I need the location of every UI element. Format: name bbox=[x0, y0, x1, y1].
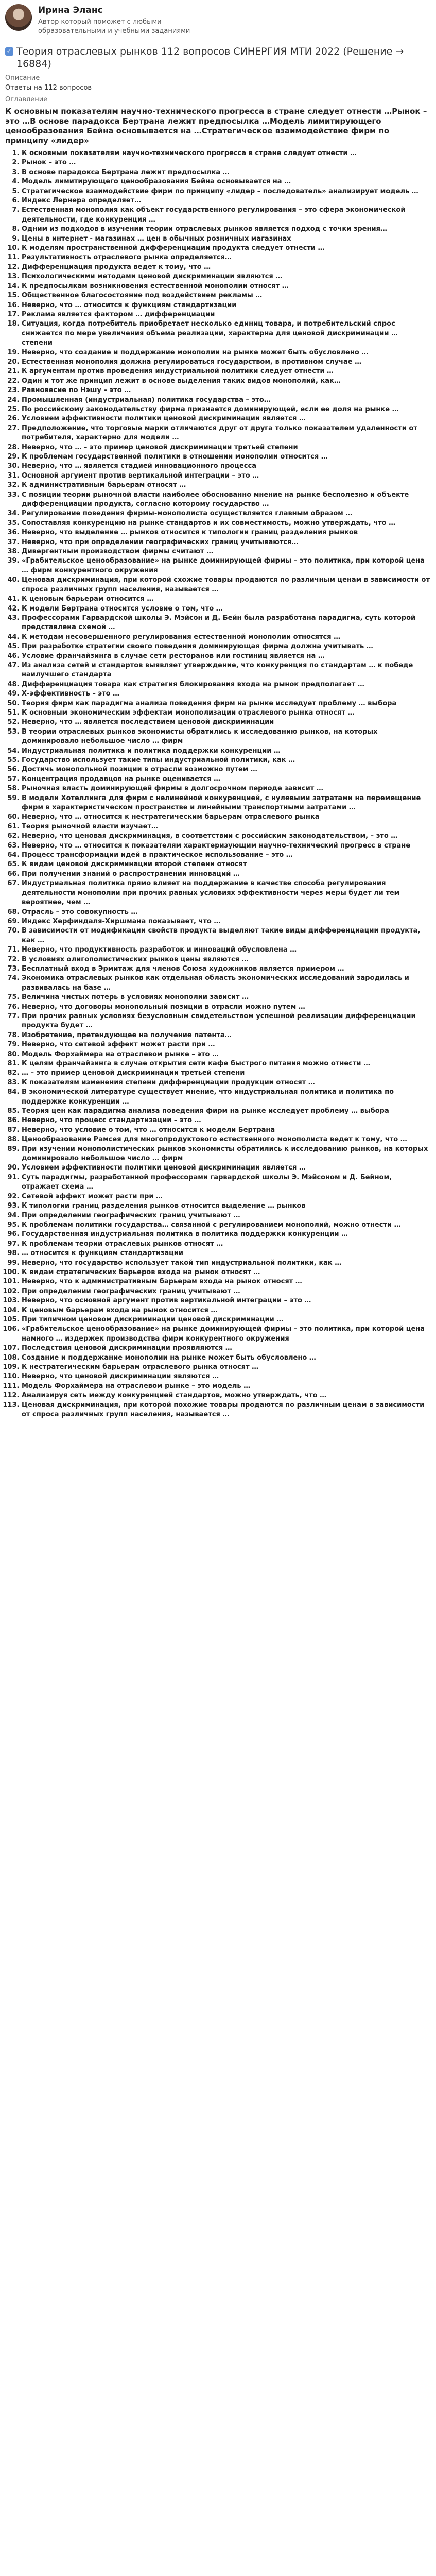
toc-item: 89. При изучении монополистических рынков экономисты обратились к исследованию рынков, на которых доминировало небольшое число … фирм bbox=[22, 1145, 431, 1164]
toc-item: 98. … относится к функциям стандартизации bbox=[22, 1249, 431, 1258]
toc-item: 63. Неверно, что … относится к показателям характеризующим научно-технический прогресс в стране bbox=[22, 841, 431, 851]
toc-item: 61. Теория рыночной власти изучает… bbox=[22, 822, 431, 832]
toc-item: 103. Неверно, что основной аргумент против вертикальной интеграции – это … bbox=[22, 1296, 431, 1306]
toc-item: 34. Регулирование поведения фирмы-монополиста осуществляется главным образом … bbox=[22, 509, 431, 518]
toc-item: 62. Неверно, что ценовая дискриминация, в соответствии с российским законодательством, – это … bbox=[22, 832, 431, 841]
toc-item: 95. К проблемам политики государства… связанной с регулированием монополий, можно отнести … bbox=[22, 1221, 431, 1230]
lead-paragraph: К основным показателям научно-технического прогресса в стране следует отнести …Рынок – это …В основе парадокса Бертрана лежит предпосылка …Модель лимитирующего ценообразования Бейна основывается на …Стратегическое взаимодействие фирм по принципу «лидер» bbox=[5, 107, 427, 145]
toc-item: 56. Достичь монопольной позиции в отрасли возможно путем … bbox=[22, 765, 431, 774]
toc-item: 107. Последствия ценовой дискриминации проявляются … bbox=[22, 1344, 431, 1353]
toc-item: 11. Результативность отраслевого рынка определяется… bbox=[22, 253, 431, 262]
toc-item: 113. Ценовая дискриминация, при которой похожие товары продаются по различным ценам в зависимости от спроса различных групп населения, называется … bbox=[22, 1401, 431, 1420]
toc-item: 49. Х-эффективность – это … bbox=[22, 689, 431, 699]
toc-item: 18. Ситуация, когда потребитель приобретает несколько единиц товара, и потребительский спрос снижается по мере увеличения объема реализации, характерна для ценовой дискриминации … степени bbox=[22, 319, 431, 348]
toc-item: 53. В теории отраслевых рынков экономисты обратились к исследованию рынков, на которых доминировало небольшое число … фирм bbox=[22, 727, 431, 747]
toc-item: 80. Модель Форхаймера на отраслевом рынке – это … bbox=[22, 1050, 431, 1059]
toc-item: 87. Неверно, что условие о том, что … относится к модели Бертрана bbox=[22, 1126, 431, 1135]
toc-item: 59. В модели Хотеллинга для фирм с нелинейной конкуренцией, с нулевыми затратами на перемещение фирм в характеристическом пространстве и линейными транспортными затратами … bbox=[22, 794, 431, 813]
toc-item: 54. Индустриальная политика и политика поддержки конкуренции … bbox=[22, 747, 431, 756]
author-card bbox=[5, 0, 431, 36]
toc-item: 75. Величина чистых потерь в условиях монополии зависит … bbox=[22, 993, 431, 1002]
toc-item: 5. Стратегическое взаимодействие фирм по принципу «лидер – последователь» анализирует модель … bbox=[22, 187, 431, 196]
toc-item: 110. Неверно, что ценовой дискриминации являются … bbox=[22, 1372, 431, 1381]
toc-item: 13. Психологическими методами ценовой дискриминации являются … bbox=[22, 272, 431, 281]
toc-item: 50. Теория фирм как парадигма анализа поведения фирм на рынке исследует проблему … выбора bbox=[22, 699, 431, 708]
toc-item: 35. Сопоставляя конкуренцию на рынке стандартов и их совместимость, можно утверждать, что … bbox=[22, 519, 431, 528]
toc-item: 46. Условие франчайзинга в случае сети ресторанов или гостиниц является на … bbox=[22, 652, 431, 661]
toc-item: 25. По российскому законодательству фирма признается доминирующей, если ее доля на рынке … bbox=[22, 405, 431, 414]
toc-item: 100. К видам стратегических барьеров входа на рынок относят … bbox=[22, 1268, 431, 1277]
author-name[interactable]: Ирина Эланс bbox=[38, 5, 103, 15]
toc-item: 90. Условием эффективности политики ценовой дискриминации является … bbox=[22, 1163, 431, 1173]
toc-item: 31. Основной аргумент против вертикальной интеграции – это … bbox=[22, 471, 431, 481]
toc-item: 48. Дифференциация товара как стратегия блокирования входа на рынок предполагает … bbox=[22, 680, 431, 689]
toc-item: 51. К основным экономическим эффектам монополизации отраслевого рынка относят … bbox=[22, 708, 431, 718]
toc-item: 85. Теория цен как парадигма анализа поведения фирм на рынке исследует проблему … выбора bbox=[22, 1107, 431, 1116]
toc-item: 52. Неверно, что … является последствием ценовой дискриминации bbox=[22, 718, 431, 727]
toc-item: 92. Сетевой эффект может расти при … bbox=[22, 1192, 431, 1201]
toc-item: 86. Неверно, что процесс стандартизации – это … bbox=[22, 1116, 431, 1125]
toc-item: 21. К аргументам против проведения индустриальной политики следует отнести … bbox=[22, 367, 431, 376]
toc-item: 68. Отрасль – это совокупность … bbox=[22, 908, 431, 917]
toc-item: 76. Неверно, что договоры монопольный позиции в отрасли можно путем … bbox=[22, 1003, 431, 1012]
toc-item: 66. При получении знаний о распространении инноваций … bbox=[22, 870, 431, 879]
toc-item: 42. К модели Бертрана относится условие о том, что … bbox=[22, 604, 431, 614]
toc-item: 69. Индекс Херфиндаля-Хиршмана показывает, что … bbox=[22, 917, 431, 926]
toc-item: 58. Рыночная власть доминирующей фирмы в долгосрочном периоде зависит … bbox=[22, 784, 431, 793]
checkbox-icon: ✓ bbox=[5, 47, 13, 56]
toc-item: 17. Реклама является фактором … дифференциации bbox=[22, 310, 431, 319]
toc-item: 27. Предположение, что торговые марки отличаются друг от друга только показателем удаленности от потребителя, характерно для модели … bbox=[22, 424, 431, 443]
toc-item: 1. К основным показателям научно-технического прогресса в стране следует отнести … bbox=[22, 149, 431, 158]
description-text: Ответы на 112 вопросов bbox=[5, 84, 92, 92]
toc-item: 91. Суть парадигмы, разработанной профессорами гарвардской школы Э. Мэйсоном и Д. Бейном, отражает схема … bbox=[22, 1173, 431, 1192]
toc-item: 93. К типологии границ разделения рынков относится выделение … рынков bbox=[22, 1201, 431, 1211]
toc-item: 32. К административным барьерам относят … bbox=[22, 481, 431, 490]
toc-item: 33. С позиции теории рыночной власти наиболее обоснованно мнение на рынке бесполезно и объекте дифференциации продукта, согласно которому государство … bbox=[22, 490, 431, 510]
toc-item: 105. При типичном ценовом дискриминации ценовой дискриминации … bbox=[22, 1315, 431, 1325]
toc-item: 38. Дивергентным производством фирмы считают … bbox=[22, 547, 431, 556]
toc-item: 44. К методам несовершенного регулирования естественной монополии относятся … bbox=[22, 633, 431, 642]
toc-item: 23. Равновесие по Нэшу – это … bbox=[22, 386, 431, 395]
toc-item: 57. Концентрация продавцов на рынке оценивается … bbox=[22, 775, 431, 784]
toc-item: 55. Государство использует такие типы индустриальной политики, как … bbox=[22, 756, 431, 765]
toc-item: 71. Неверно, что продуктивность разработок и инноваций обусловлена … bbox=[22, 945, 431, 955]
toc-item: 4. Модель лимитирующего ценообразования Бейна основывается на … bbox=[22, 177, 431, 187]
toc-item: 111. Модель Форхаймера на отраслевом рынке – это модель … bbox=[22, 1382, 431, 1391]
toc-item: 39. «Грабительское ценообразование» на рынке доминирующей фирмы – это политика, при которой цена … фирм конкурентного окружения bbox=[22, 556, 431, 575]
toc-item: 41. К ценовым барьерам относится … bbox=[22, 595, 431, 604]
toc-item: 65. К видам ценовой дискриминации второй степени относят bbox=[22, 860, 431, 869]
toc-item: 43. Профессорами Гарвардской школы Э. Мэйсон и Д. Бейн была разработана парадигма, суть которой представлена схемой … bbox=[22, 614, 431, 633]
toc-item: 9. Цены в интернет - магазинах … цен в обычных розничных магазинах bbox=[22, 234, 431, 244]
toc-item: 94. При определении географических границ учитывают … bbox=[22, 1211, 431, 1221]
toc-item: 88. Ценообразование Рамсея для многопродуктового естественного монополиста ведет к тому, что … bbox=[22, 1135, 431, 1144]
author-description: Автор который поможет с любыми образовательными и учебными заданиями bbox=[38, 18, 190, 35]
toc-item: 72. В условиях олигополистических рынков цены являются … bbox=[22, 955, 431, 964]
toc-item: 20. Естественная монополия должна регулироваться государством, в противном случае … bbox=[22, 358, 431, 367]
toc-item: 26. Условием эффективности политики ценовой дискриминации является … bbox=[22, 414, 431, 423]
toc-item: 83. К показателям изменения степени дифференциации продукции относят … bbox=[22, 1078, 431, 1088]
toc-item: 81. К целям франчайзинга в случае открытия сети кафе быстрого питания можно отнести … bbox=[22, 1059, 431, 1069]
toc-item: 82. … – это пример ценовой дискриминации третьей степени bbox=[22, 1069, 431, 1078]
toc-item: 96. Государственная индустриальная политика в политика поддержки конкуренции … bbox=[22, 1230, 431, 1239]
toc-item: 2. Рынок – это … bbox=[22, 158, 431, 167]
toc-item: 28. Неверно, что … – это пример ценовой дискриминации третьей степени bbox=[22, 443, 431, 452]
toc-item: 30. Неверно, что … является стадией инновационного процесса bbox=[22, 462, 431, 471]
document-title-text: Теория отраслевых рынков 112 вопросов СИНЕРГИЯ МТИ 2022 (Решение → 16884) bbox=[16, 46, 404, 70]
toc-item: 7. Естественная монополия как объект государственного регулирования – это сфера экономической деятельности, где конкуренция … bbox=[22, 206, 431, 225]
toc-item: 36. Неверно, что выделение … рынков относится к типологии границ разделения рынков bbox=[22, 528, 431, 537]
table-of-contents bbox=[5, 149, 431, 1419]
document-title bbox=[5, 45, 431, 70]
toc-item: 77. При прочих равных условиях безусловным свидетельством успешной реализации дифференциации продукта будет … bbox=[22, 1012, 431, 1031]
toc-item: 104. К ценовым барьерам входа на рынок относится … bbox=[22, 1306, 431, 1315]
toc-item: 45. При разработке стратегии своего поведения доминирующая фирма должна учитывать … bbox=[22, 642, 431, 651]
toc-item: 8. Одним из подходов в изучении теории отраслевых рынков является подход с точки зрения… bbox=[22, 225, 431, 234]
toc-item: 6. Индекс Лернера определяет… bbox=[22, 196, 431, 206]
toc-item: 60. Неверно, что … относится к нестратегическим барьерам отраслевого рынка bbox=[22, 812, 431, 822]
toc-item: 112. Анализируя сеть между конкуренцией стандартов, можно утверждать, что … bbox=[22, 1391, 431, 1400]
description-label: Описание bbox=[5, 74, 40, 82]
toc-item: 16. Неверно, что … относится к функциям стандартизации bbox=[22, 301, 431, 310]
toc-item: 47. Из анализа сетей и стандартов выявляет утверждение, что конкуренция по стандартам … к победе наилучшего стандарта bbox=[22, 661, 431, 680]
toc-item: 84. В экономической литературе существует мнение, что индустриальная политика и политика по поддержке конкуренции … bbox=[22, 1088, 431, 1107]
toc-item: 99. Неверно, что государство использует такой тип индустриальной политики, как … bbox=[22, 1259, 431, 1268]
toc-item: 3. В основе парадокса Бертрана лежит предпосылка … bbox=[22, 168, 431, 177]
toc-item: 73. Бесплатный вход в Эрмитаж для членов Союза художников является примером … bbox=[22, 964, 431, 974]
toc-item: 78. Изобретение, претендующее на получение патента… bbox=[22, 1031, 431, 1040]
toc-item: 22. Один и тот же принцип лежит в основе выделения таких видов монополий, как… bbox=[22, 377, 431, 386]
toc-item: 102. При определении географических границ учитывают … bbox=[22, 1287, 431, 1296]
toc-item: 37. Неверно, что при определении географических границ учитываются… bbox=[22, 538, 431, 547]
toc-item: 67. Индустриальная политика прямо влияет на поддержание в качестве способа регулирования деятельности монополии при прочих равных условиях эффективности через меры будет ли тем вероятнее, чем … bbox=[22, 879, 431, 907]
toc-item: 101. Неверно, что к административным барьерам входа на рынок относят … bbox=[22, 1277, 431, 1286]
toc-item: 64. Процесс трансформации идей в практическое использование – это … bbox=[22, 851, 431, 860]
toc-item: 40. Ценовая дискриминация, при которой схожие товары продаются по различным ценам в зависимости от спроса различных групп населения, называется … bbox=[22, 575, 431, 595]
toc-item: 106. «Грабительское ценообразование» на рынке доминирующей фирмы – это политика, при которой цена намного … издержек производства фирм конкурентного окружения bbox=[22, 1325, 431, 1344]
avatar[interactable] bbox=[5, 4, 32, 31]
toc-item: 74. Экономика отраслевых рынков как отдельная область экономических исследований зародилась и развивалась на базе … bbox=[22, 974, 431, 993]
toc-item: 24. Промышленная (индустриальная) политика государства – это… bbox=[22, 396, 431, 405]
toc-item: 15. Общественное благосостояние под воздействием рекламы … bbox=[22, 291, 431, 300]
author-info bbox=[38, 4, 208, 36]
toc-item: 97. К проблемам теории отраслевых рынков относят … bbox=[22, 1240, 431, 1249]
toc-item: 12. Дифференциация продукта ведет к тому, что … bbox=[22, 263, 431, 272]
toc-item: 70. В зависимости от модификации свойств продукта выделяют такие виды дифференциации продукта, как … bbox=[22, 926, 431, 945]
toc-item: 29. К проблемам государственной политики в отношении монополии относится … bbox=[22, 452, 431, 462]
toc-item: 109. К нестратегическим барьерам отраслевого рынка относят … bbox=[22, 1363, 431, 1372]
toc-item: 10. К моделям пространственной дифференциации продукта следует отнести … bbox=[22, 244, 431, 253]
toc-label: Оглавление bbox=[5, 96, 48, 104]
toc-item: 79. Неверно, что сетевой эффект может расти при … bbox=[22, 1040, 431, 1049]
toc-item: 19. Неверно, что создание и поддержание монополии на рынке может быть обусловлено … bbox=[22, 348, 431, 358]
toc-item: 108. Создание и поддержание монополии на рынке может быть обусловлено … bbox=[22, 1353, 431, 1363]
toc-item: 14. К предпосылкам возникновения естественной монополии относят … bbox=[22, 282, 431, 291]
